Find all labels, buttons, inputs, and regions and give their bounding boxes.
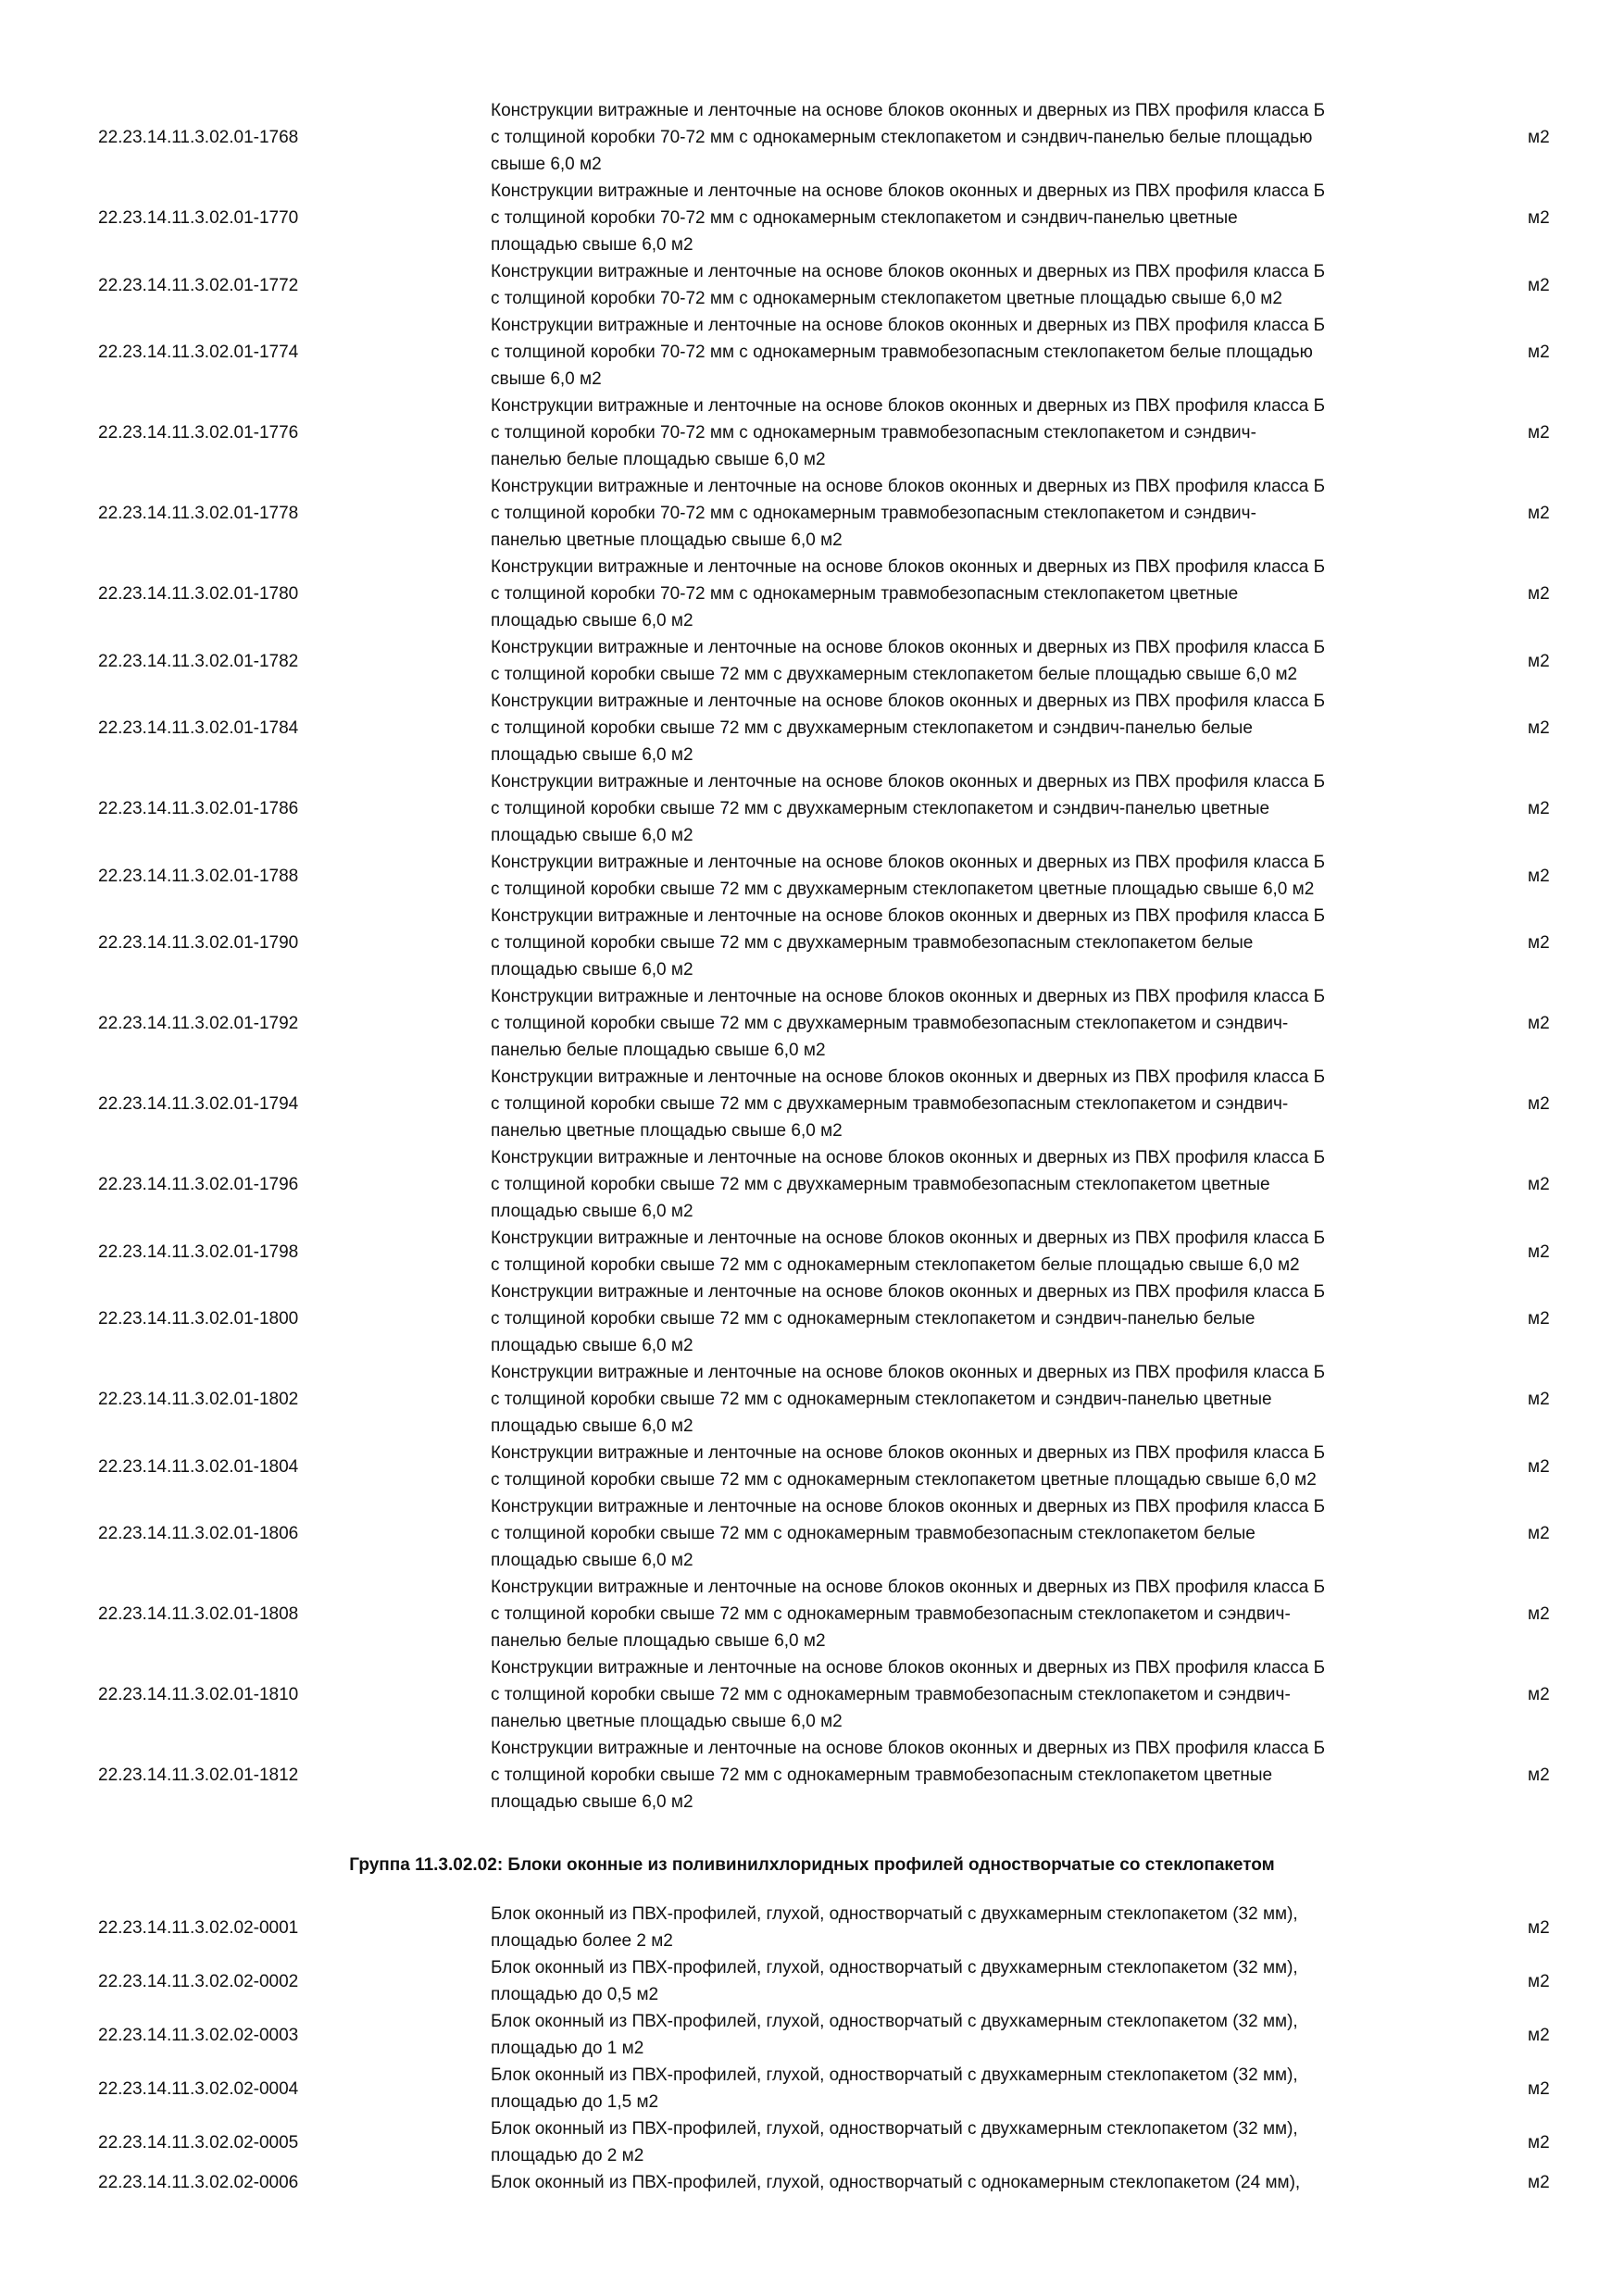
description-line: с толщиной коробки 70-72 мм с однокамерным травмобезопасным стеклопакетом и сэндвич- [491,504,1256,523]
table-row [0,258,1624,312]
description-line: Конструкции витражные и ленточные на основе блоков оконных и дверных из ПВХ профиля класса Б [491,396,1326,416]
description-line: с толщиной коробки свыше 72 мм с однокамерным травмобезопасным стеклопакетом и сэндвич- [491,1685,1291,1704]
table-row [0,688,1624,768]
unit-of-measure: м2 [1528,1766,1550,1785]
resource-description [491,1064,1463,1144]
resource-description [491,903,1463,983]
unit-of-measure: м2 [1528,2025,1550,2045]
resource-description [491,634,1463,688]
description-line: Конструкции витражные и ленточные на основе блоков оконных и дверных из ПВХ профиля класса Б [491,101,1326,120]
unit-of-measure: м2 [1528,128,1550,147]
table-row [0,2062,1624,2115]
description-line: свыше 6,0 м2 [491,155,602,174]
description-line: с толщиной коробки свыше 72 мм с двухкамерным стеклопакетом и сэндвич-панелью белые [491,718,1253,738]
description-line: Конструкции витражные и ленточные на основе блоков оконных и дверных из ПВХ профиля класса Б [491,1363,1326,1382]
resource-description [491,1901,1463,1954]
resource-description [491,1735,1463,1816]
unit-of-measure: м2 [1528,1175,1550,1194]
resource-code: 22.23.14.11.3.02.01-1806 [98,1524,299,1543]
description-line: панелью белые площадью свыше 6,0 м2 [491,1631,826,1651]
description-line: площадью свыше 6,0 м2 [491,1202,693,1221]
unit-of-measure: м2 [1528,2078,1550,2099]
unit-of-measure: м2 [1528,1604,1550,1624]
description-line: площадью свыше 6,0 м2 [491,1551,693,1570]
unit-of-measure: м2 [1528,423,1550,443]
description-line: площадью до 2 м2 [491,2146,644,2165]
resource-code: 22.23.14.11.3.02.02-0004 [98,2078,299,2099]
resource-description [491,2115,1463,2169]
resource-description [491,393,1463,473]
description-line: Блок оконный из ПВХ-профилей, глухой, одностворчатый с двухкамерным стеклопакетом (32 мм), [491,1958,1298,1978]
table-row [0,473,1624,554]
resource-code: 22.23.14.11.3.02.01-1794 [98,1094,299,1114]
description-line: с толщиной коробки свыше 72 мм с однокамерным стеклопакетом и сэндвич-панелью цветные [491,1390,1272,1409]
description-line: Конструкции витражные и ленточные на основе блоков оконных и дверных из ПВХ профиля класса Б [491,1067,1326,1087]
description-line: Конструкции витражные и ленточные на основе блоков оконных и дверных из ПВХ профиля класса Б [491,262,1326,281]
resource-description [491,2169,1463,2196]
description-line: Конструкции витражные и ленточные на основе блоков оконных и дверных из ПВХ профиля класса Б [491,638,1326,657]
description-line: Конструкции витражные и ленточные на основе блоков оконных и дверных из ПВХ профиля класса Б [491,1658,1326,1678]
description-line: Блок оконный из ПВХ-профилей, глухой, одностворчатый с двухкамерным стеклопакетом (32 мм), [491,2065,1298,2085]
table-row [0,97,1624,178]
resource-code: 22.23.14.11.3.02.02-0003 [98,2025,299,2045]
table-row [0,1359,1624,1440]
description-line: с толщиной коробки свыше 72 мм с двухкамерным травмобезопасным стеклопакетом и сэндвич- [491,1014,1289,1033]
table-row [0,2115,1624,2169]
unit-of-measure: м2 [1528,1014,1550,1033]
description-line: с толщиной коробки свыше 72 мм с однокамерным травмобезопасным стеклопакетом и сэндвич- [491,1604,1291,1624]
table-row [0,1279,1624,1359]
description-line: Конструкции витражные и ленточные на основе блоков оконных и дверных из ПВХ профиля класса Б [491,1282,1326,1302]
description-line: Блок оконный из ПВХ-профилей, глухой, одностворчатый с двухкамерным стеклопакетом (32 мм), [491,1904,1298,1924]
description-line: с толщиной коробки 70-72 мм с однокамерным травмобезопасным стеклопакетом и сэндвич- [491,423,1256,443]
description-line: Конструкции витражные и ленточные на основе блоков оконных и дверных из ПВХ профиля класса Б [491,906,1326,926]
description-line: панелью белые площадью свыше 6,0 м2 [491,1041,826,1060]
unit-of-measure: м2 [1528,866,1550,886]
unit-of-measure: м2 [1528,275,1550,295]
resource-code: 22.23.14.11.3.02.01-1784 [98,718,299,738]
table-row [0,1954,1624,2008]
description-line: с толщиной коробки свыше 72 мм с однокамерным стеклопакетом и сэндвич-панелью белые [491,1309,1255,1329]
unit-of-measure: м2 [1528,1524,1550,1543]
description-line: Конструкции витражные и ленточные на основе блоков оконных и дверных из ПВХ профиля класса Б [491,1229,1326,1248]
description-line: площадью свыше 6,0 м2 [491,745,693,765]
unit-of-measure: м2 [1528,1456,1550,1477]
table-row [0,554,1624,634]
resource-description [491,473,1463,554]
resource-code: 22.23.14.11.3.02.02-0006 [98,2173,299,2192]
description-line: площадью свыше 6,0 м2 [491,960,693,980]
description-line: площадью более 2 м2 [491,1931,673,1951]
description-line: площадью свыше 6,0 м2 [491,826,693,845]
resource-code: 22.23.14.11.3.02.01-1810 [98,1685,299,1704]
resource-code: 22.23.14.11.3.02.02-0001 [98,1917,299,1938]
unit-of-measure: м2 [1528,1242,1550,1262]
description-line: Конструкции витражные и ленточные на основе блоков оконных и дверных из ПВХ профиля класса Б [491,181,1326,201]
table-row [0,1493,1624,1574]
table-row [0,1654,1624,1735]
description-line: с толщиной коробки свыше 72 мм с двухкамерным стеклопакетом и сэндвич-панелью цветные [491,799,1270,818]
resource-description [491,554,1463,634]
resource-description [491,2008,1463,2062]
description-line: площадью свыше 6,0 м2 [491,235,693,255]
resource-code: 22.23.14.11.3.02.01-1770 [98,208,299,228]
group-heading: Группа 11.3.02.02: Блоки оконные из поливинилхлоридных профилей одностворчатые со стеклопакетом [349,1855,1275,1875]
description-line: Блок оконный из ПВХ-профилей, глухой, одностворчатый с однокамерным стеклопакетом (24 мм), [491,2173,1301,2192]
resource-code: 22.23.14.11.3.02.01-1786 [98,799,299,818]
description-line: с толщиной коробки свыше 72 мм с однокамерным стеклопакетом белые площадью свыше 6,0 м2 [491,1255,1300,1275]
resource-code: 22.23.14.11.3.02.01-1812 [98,1766,299,1785]
description-line: панелью белые площадью свыше 6,0 м2 [491,450,826,469]
resource-code: 22.23.14.11.3.02.01-1772 [98,275,299,295]
resource-description [491,2062,1463,2115]
table-row [0,903,1624,983]
table-row [0,1064,1624,1144]
resource-code: 22.23.14.11.3.02.01-1790 [98,933,299,953]
table-row [0,849,1624,903]
table-row [0,1144,1624,1225]
description-line: площадью свыше 6,0 м2 [491,1792,693,1812]
description-line: площадью свыше 6,0 м2 [491,611,693,630]
resource-description [491,1493,1463,1574]
description-line: площадью свыше 6,0 м2 [491,1416,693,1436]
description-line: панелью цветные площадью свыше 6,0 м2 [491,530,843,550]
resource-description [491,1225,1463,1279]
resource-description [491,97,1463,178]
description-line: с толщиной коробки 70-72 мм с однокамерным травмобезопасным стеклопакетом цветные [491,584,1239,604]
table-row [0,393,1624,473]
resource-description [491,258,1463,312]
resource-description [491,1440,1463,1493]
description-line: с толщиной коробки свыше 72 мм с двухкамерным стеклопакетом цветные площадью свыше 6,0 м2 [491,880,1315,899]
resource-code: 22.23.14.11.3.02.01-1778 [98,504,299,523]
description-line: Конструкции витражные и ленточные на основе блоков оконных и дверных из ПВХ профиля класса Б [491,987,1326,1006]
resource-description [491,768,1463,849]
table-row [0,1901,1624,1954]
description-line: площадью до 0,5 м2 [491,1985,659,2004]
resource-description [491,178,1463,258]
description-line: Конструкции витражные и ленточные на основе блоков оконных и дверных из ПВХ профиля класса Б [491,772,1326,792]
resource-code: 22.23.14.11.3.02.01-1768 [98,128,299,147]
unit-of-measure: м2 [1528,504,1550,523]
table-row [0,1225,1624,1279]
table-row [0,312,1624,393]
description-line: с толщиной коробки 70-72 мм с однокамерным стеклопакетом и сэндвич-панелью цветные [491,208,1238,228]
description-line: панелью цветные площадью свыше 6,0 м2 [491,1712,843,1731]
unit-of-measure: м2 [1528,343,1550,362]
description-line: с толщиной коробки 70-72 мм с однокамерным травмобезопасным стеклопакетом белые площадью [491,343,1313,362]
description-line: Конструкции витражные и ленточные на основе блоков оконных и дверных из ПВХ профиля класса Б [491,1148,1326,1167]
unit-of-measure: м2 [1528,933,1550,953]
description-line: с толщиной коробки свыше 72 мм с двухкамерным травмобезопасным стеклопакетом цветные [491,1175,1270,1194]
resource-description [491,1574,1463,1654]
description-line: Конструкции витражные и ленточные на основе блоков оконных и дверных из ПВХ профиля класса Б [491,477,1326,496]
description-line: с толщиной коробки свыше 72 мм с двухкамерным травмобезопасным стеклопакетом и сэндвич- [491,1094,1289,1114]
unit-of-measure: м2 [1528,1685,1550,1704]
description-line: Блок оконный из ПВХ-профилей, глухой, одностворчатый с двухкамерным стеклопакетом (32 мм), [491,2119,1298,2139]
description-line: площадью до 1 м2 [491,2039,644,2058]
resource-code: 22.23.14.11.3.02.01-1776 [98,423,299,443]
unit-of-measure: м2 [1528,1971,1550,1991]
resource-code: 22.23.14.11.3.02.01-1798 [98,1242,299,1262]
unit-of-measure: м2 [1528,718,1550,738]
table-row [0,1440,1624,1493]
description-line: с толщиной коробки свыше 72 мм с однокамерным травмобезопасным стеклопакетом белые [491,1524,1255,1543]
resource-code: 22.23.14.11.3.02.01-1792 [98,1014,299,1033]
description-line: с толщиной коробки свыше 72 мм с однокамерным стеклопакетом цветные площадью свыше 6,0 м2 [491,1470,1317,1490]
resource-description [491,983,1463,1064]
description-line: с толщиной коробки свыше 72 мм с двухкамерным стеклопакетом белые площадью свыше 6,0 м2 [491,665,1298,684]
unit-of-measure: м2 [1528,584,1550,604]
table-row [0,1735,1624,1816]
resource-description [491,1144,1463,1225]
resource-code: 22.23.14.11.3.02.01-1782 [98,651,299,671]
description-line: Конструкции витражные и ленточные на основе блоков оконных и дверных из ПВХ профиля класса Б [491,557,1326,577]
unit-of-measure: м2 [1528,1094,1550,1114]
description-line: Конструкции витражные и ленточные на основе блоков оконных и дверных из ПВХ профиля класса Б [491,316,1326,335]
description-line: Конструкции витражные и ленточные на основе блоков оконных и дверных из ПВХ профиля класса Б [491,692,1326,711]
resource-code: 22.23.14.11.3.02.01-1808 [98,1604,299,1624]
resource-code: 22.23.14.11.3.02.01-1774 [98,343,299,362]
unit-of-measure: м2 [1528,1390,1550,1409]
unit-of-measure: м2 [1528,2173,1550,2192]
unit-of-measure: м2 [1528,208,1550,228]
resource-description [491,1954,1463,2008]
description-line: Конструкции витражные и ленточные на основе блоков оконных и дверных из ПВХ профиля класса Б [491,1739,1326,1758]
description-line: с толщиной коробки свыше 72 мм с однокамерным травмобезопасным стеклопакетом цветные [491,1766,1273,1785]
resource-code: 22.23.14.11.3.02.01-1800 [98,1309,299,1329]
table-row [0,634,1624,688]
table-row [0,2169,1624,2196]
resource-code: 22.23.14.11.3.02.01-1802 [98,1390,299,1409]
description-line: с толщиной коробки свыше 72 мм с двухкамерным травмобезопасным стеклопакетом белые [491,933,1254,953]
description-line: Конструкции витражные и ленточные на основе блоков оконных и дверных из ПВХ профиля класса Б [491,1578,1326,1597]
description-line: с толщиной коробки 70-72 мм с однокамерным стеклопакетом цветные площадью свыше 6,0 м2 [491,289,1282,308]
resource-description [491,1279,1463,1359]
resource-code: 22.23.14.11.3.02.02-0005 [98,2132,299,2152]
resource-code: 22.23.14.11.3.02.01-1788 [98,866,299,886]
resource-code: 22.23.14.11.3.02.01-1796 [98,1175,299,1194]
description-line: площадью до 1,5 м2 [491,2092,659,2112]
description-line: свыше 6,0 м2 [491,369,602,389]
unit-of-measure: м2 [1528,2132,1550,2152]
unit-of-measure: м2 [1528,799,1550,818]
unit-of-measure: м2 [1528,1917,1550,1938]
resource-description [491,849,1463,903]
description-line: площадью свыше 6,0 м2 [491,1336,693,1355]
resource-code: 22.23.14.11.3.02.01-1804 [98,1456,299,1477]
resource-code: 22.23.14.11.3.02.01-1780 [98,584,299,604]
table-row [0,178,1624,258]
description-line: Конструкции витражные и ленточные на основе блоков оконных и дверных из ПВХ профиля класса Б [491,1497,1326,1516]
resource-description [491,1359,1463,1440]
description-line: панелью цветные площадью свыше 6,0 м2 [491,1121,843,1141]
table-row [0,983,1624,1064]
description-line: с толщиной коробки 70-72 мм с однокамерным стеклопакетом и сэндвич-панелью белые площадью [491,128,1313,147]
table-row [0,1574,1624,1654]
unit-of-measure: м2 [1528,651,1550,671]
table-row [0,768,1624,849]
resource-code: 22.23.14.11.3.02.02-0002 [98,1971,299,1991]
resource-description [491,1654,1463,1735]
description-line: Конструкции витражные и ленточные на основе блоков оконных и дверных из ПВХ профиля класса Б [491,853,1326,872]
description-line: Блок оконный из ПВХ-профилей, глухой, одностворчатый с двухкамерным стеклопакетом (32 мм), [491,2012,1298,2031]
resource-description [491,688,1463,768]
resource-description [491,312,1463,393]
unit-of-measure: м2 [1528,1309,1550,1329]
description-line: Конструкции витражные и ленточные на основе блоков оконных и дверных из ПВХ профиля класса Б [491,1443,1326,1463]
table-row [0,2008,1624,2062]
